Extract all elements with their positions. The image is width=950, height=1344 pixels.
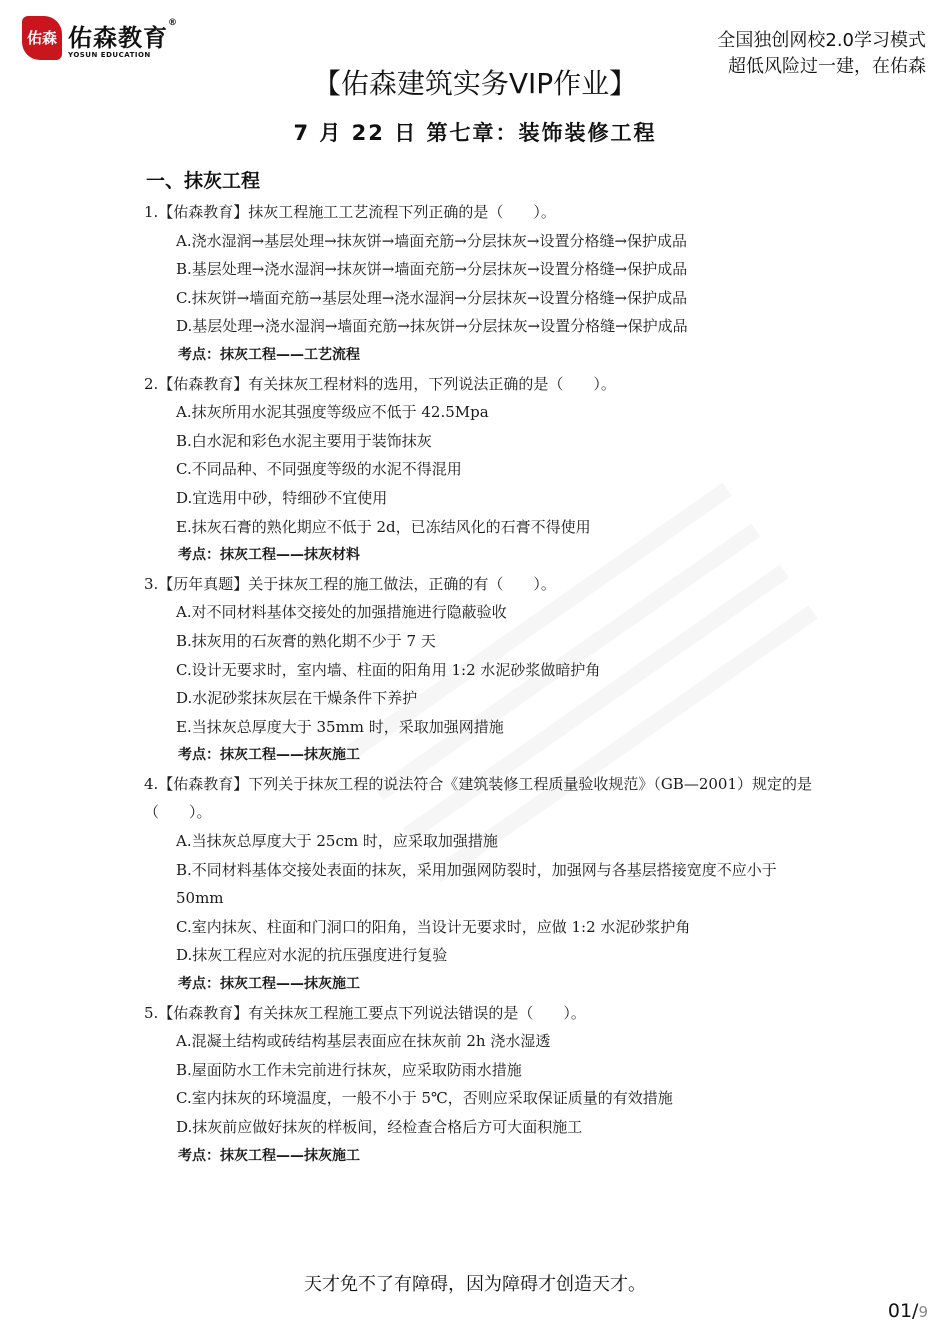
option-b: B.屋面防水工作未完前进行抹灰，应采取防雨水措施	[176, 1060, 522, 1079]
question-list	[144, 198, 812, 1170]
brand-logo	[22, 16, 178, 60]
page-current: 01/	[887, 1300, 919, 1322]
question-1	[144, 198, 812, 370]
option-a: A.抹灰所用水泥其强度等级应不低于 42.5Mpa	[176, 403, 489, 422]
question-stem: 2.【佑森教育】有关抹灰工程材料的选用，下列说法正确的是（ ）。	[144, 374, 616, 393]
option-d: D.抹灰工程应对水泥的抗压强度进行复验	[176, 946, 448, 965]
option-b: B.基层处理→浇水湿润→抹灰饼→墙面充筋→分层抹灰→设置分格缝→保护成品	[176, 260, 688, 279]
question-5	[144, 999, 812, 1171]
option-c: C.抹灰饼→墙面充筋→基层处理→浇水湿润→分层抹灰→设置分格缝→保护成品	[176, 288, 688, 307]
option-a: A.浇水湿润→基层处理→抹灰饼→墙面充筋→分层抹灰→设置分格缝→保护成品	[176, 231, 688, 250]
option-a: A.对不同材料基体交接处的加强措施进行隐蔽验收	[176, 603, 507, 622]
logo-name: 佑森教育®	[68, 17, 178, 52]
question-keypoint: 考点：抹灰工程——抹灰施工	[178, 1147, 360, 1164]
question-keypoint: 考点：抹灰工程——抹灰材料	[178, 547, 360, 564]
option-a: A.混凝土结构或砖结构基层表面应在抹灰前 2h 浇水湿透	[176, 1032, 551, 1051]
option-c: C.室内抹灰的环境温度，一般不小于 5℃，否则应采取保证质量的有效措施	[176, 1089, 673, 1108]
footer-quote: 天才免不了有障碍，因为障碍才创造天才。	[304, 1274, 646, 1295]
option-d: D.宜选用中砂，特细砂不宜使用	[176, 488, 388, 507]
option-b: B.不同材料基体交接处表面的抹灰，采用加强网防裂时，加强网与各基层搭接宽度不应小于 50mm	[176, 860, 777, 908]
question-stem: 1.【佑森教育】抹灰工程施工工艺流程下列正确的是（ ）。	[144, 203, 556, 221]
option-e: E.抹灰石膏的熟化期应不低于 2d，已冻结风化的石膏不得使用	[176, 517, 591, 536]
option-d: D.水泥砂浆抹灰层在干燥条件下养护	[176, 689, 418, 708]
document-title: 【佑森建筑实务VIP作业】	[312, 67, 638, 100]
logo-text	[68, 18, 178, 59]
option-e: E.当抹灰总厚度大于 35mm 时，采取加强网措施	[176, 717, 504, 736]
chapter-title: 7 月 22 日 第七章：装饰装修工程	[293, 121, 657, 145]
page-total: 9	[918, 1303, 928, 1321]
question-keypoint: 考点：抹灰工程——抹灰施工	[178, 747, 360, 764]
question-3	[144, 570, 812, 770]
option-c: C.不同品种、不同强度等级的水泥不得混用	[176, 460, 462, 479]
logo-mark	[22, 16, 62, 60]
option-c: C.设计无要求时，室内墙、柱面的阳角用 1:2 水泥砂浆做暗护角	[176, 660, 601, 679]
question-keypoint: 考点：抹灰工程——工艺流程	[178, 346, 360, 363]
option-b: B.白水泥和彩色水泥主要用于装饰抹灰	[176, 431, 432, 450]
section-heading: 一、抹灰工程	[146, 170, 261, 192]
option-d: D.抹灰前应做好抹灰的样板间，经检查合格后方可大面积施工	[176, 1118, 583, 1136]
option-d: D.基层处理→浇水湿润→墙面充筋→抹灰饼→分层抹灰→设置分格缝→保护成品	[176, 317, 688, 336]
option-b: B.抹灰用的石灰膏的熟化期不少于 7 天	[176, 631, 436, 650]
question-4	[144, 770, 812, 999]
option-c: C.室内抹灰、柱面和门洞口的阳角，当设计无要求时，应做 1:2 水泥砂浆护角	[176, 917, 691, 936]
logo-english: YOSUN EDUCATION	[68, 50, 151, 59]
question-stem: 3.【历年真题】关于抹灰工程的施工做法，正确的有（ ）。	[144, 574, 556, 593]
question-keypoint: 考点：抹灰工程——抹灰施工	[178, 976, 360, 993]
logo-mark-text: 佑森	[26, 29, 57, 47]
slogan-line-1: 全国独创网校2.0学习模式	[717, 30, 926, 51]
page-number	[888, 1300, 928, 1322]
option-a: A.当抹灰总厚度大于 25cm 时，应采取加强措施	[176, 832, 498, 851]
question-2	[144, 370, 812, 570]
slogan-line-2: 超低风险过一建，在佑森	[728, 56, 926, 77]
question-stem: 4.【佑森教育】下列关于抹灰工程的说法符合《建筑装修工程质量验收规范》（GB—2001）规定的是（ ）。	[144, 774, 812, 822]
question-stem: 5.【佑森教育】有关抹灰工程施工要点下列说法错误的是（ ）。	[144, 1003, 586, 1022]
